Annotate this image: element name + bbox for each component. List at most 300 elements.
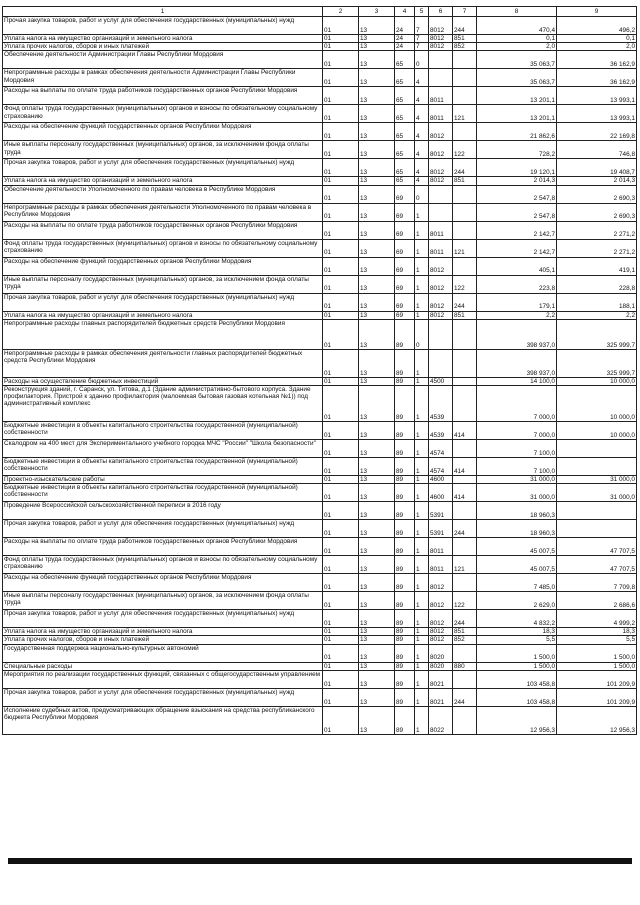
expense-name: Уплата налога на имущество организаций и земельного налога xyxy=(3,628,323,636)
code-target: 8012 xyxy=(429,159,453,177)
amount-year-1: 21 862,6 xyxy=(477,123,557,141)
code-program: 89 xyxy=(395,670,415,688)
amount-year-2: 2 690,3 xyxy=(557,203,637,221)
code-program: 65 xyxy=(395,159,415,177)
amount-year-2: 31 000,0 xyxy=(557,484,637,502)
code-expense-type xyxy=(453,476,477,484)
code-target: 4574 xyxy=(429,458,453,476)
code-program: 89 xyxy=(395,476,415,484)
code-expense-type: 244 xyxy=(453,520,477,538)
code-section: 13 xyxy=(359,610,395,628)
amount-year-2 xyxy=(557,458,637,476)
code-target: 8012 xyxy=(429,636,453,644)
code-section: 13 xyxy=(359,141,395,159)
code-target xyxy=(429,203,453,221)
code-target xyxy=(429,51,453,69)
code-target: 8012 xyxy=(429,177,453,185)
code-ministry: 01 xyxy=(323,592,359,610)
expense-name: Проведение Всероссийской сельскохозяйственной переписи в 2016 году xyxy=(3,502,323,520)
code-expense-type xyxy=(453,670,477,688)
code-target: 8012 xyxy=(429,574,453,592)
table-row xyxy=(3,141,637,159)
code-program: 24 xyxy=(395,35,415,43)
expense-name: Расходы на обеспечение функций государственных органов Республики Мордовия xyxy=(3,574,323,592)
code-ministry: 01 xyxy=(323,141,359,159)
code-program: 65 xyxy=(395,69,415,87)
amount-year-1: 2 142,7 xyxy=(477,239,557,257)
code-target: 8012 xyxy=(429,293,453,311)
amount-year-2: 13 993,1 xyxy=(557,105,637,123)
code-section: 13 xyxy=(359,688,395,706)
table-row xyxy=(3,159,637,177)
amount-year-2: 419,1 xyxy=(557,257,637,275)
amount-year-2: 2 690,3 xyxy=(557,185,637,203)
code-program: 65 xyxy=(395,105,415,123)
code-expense-type: 122 xyxy=(453,141,477,159)
code-program: 89 xyxy=(395,574,415,592)
code-program: 89 xyxy=(395,386,415,422)
code-expense-type xyxy=(453,644,477,662)
code-expense-type: 122 xyxy=(453,592,477,610)
code-ministry: 01 xyxy=(323,69,359,87)
code-target xyxy=(429,349,453,377)
amount-year-1: 13 201,1 xyxy=(477,87,557,105)
code-subprogram: 1 xyxy=(415,628,429,636)
amount-year-1: 7 000,0 xyxy=(477,422,557,440)
amount-year-1: 18,3 xyxy=(477,628,557,636)
code-expense-type: 414 xyxy=(453,422,477,440)
table-row xyxy=(3,293,637,311)
amount-year-2: 496,2 xyxy=(557,17,637,35)
code-target: 5391 xyxy=(429,502,453,520)
code-subprogram: 4 xyxy=(415,177,429,185)
code-subprogram: 0 xyxy=(415,185,429,203)
amount-year-2: 31 000,0 xyxy=(557,476,637,484)
code-ministry: 01 xyxy=(323,422,359,440)
code-expense-type: 244 xyxy=(453,293,477,311)
code-expense-type xyxy=(453,386,477,422)
code-section: 13 xyxy=(359,311,395,319)
code-target: 8021 xyxy=(429,688,453,706)
table-row xyxy=(3,706,637,734)
code-ministry: 01 xyxy=(323,502,359,520)
amount-year-2: 10 000,0 xyxy=(557,386,637,422)
code-target xyxy=(429,319,453,349)
amount-year-2: 101 209,9 xyxy=(557,670,637,688)
amount-year-2: 2 271,2 xyxy=(557,221,637,239)
code-section: 13 xyxy=(359,386,395,422)
code-subprogram: 1 xyxy=(415,706,429,734)
code-subprogram: 1 xyxy=(415,636,429,644)
code-ministry: 01 xyxy=(323,319,359,349)
amount-year-1: 405,1 xyxy=(477,257,557,275)
table-row xyxy=(3,35,637,43)
code-target: 8012 xyxy=(429,17,453,35)
code-section: 13 xyxy=(359,476,395,484)
code-ministry: 01 xyxy=(323,275,359,293)
expense-name: Мероприятия по реализации государственных функций, связанных с общегосударственным управлением xyxy=(3,670,323,688)
table-row xyxy=(3,688,637,706)
code-expense-type xyxy=(453,203,477,221)
code-target: 8022 xyxy=(429,706,453,734)
table-row xyxy=(3,644,637,662)
code-program: 89 xyxy=(395,636,415,644)
expense-name: Прочая закупка товаров, работ и услуг для обеспечения государственных (муниципальных) нужд xyxy=(3,610,323,628)
code-ministry: 01 xyxy=(323,440,359,458)
code-subprogram: 4 xyxy=(415,123,429,141)
code-expense-type: 851 xyxy=(453,35,477,43)
code-target: 8011 xyxy=(429,105,453,123)
table-row xyxy=(3,377,637,385)
code-target: 4574 xyxy=(429,440,453,458)
code-section: 13 xyxy=(359,662,395,670)
amount-year-1: 5,5 xyxy=(477,636,557,644)
code-expense-type: 414 xyxy=(453,458,477,476)
column-number: 4 xyxy=(395,7,415,17)
expense-name: Уплата прочих налогов, сборов и иных платежей xyxy=(3,43,323,51)
amount-year-1: 12 956,3 xyxy=(477,706,557,734)
code-section: 13 xyxy=(359,574,395,592)
code-subprogram: 4 xyxy=(415,159,429,177)
amount-year-1: 7 100,0 xyxy=(477,440,557,458)
expense-name: Государственная поддержка национально-культурных автономий xyxy=(3,644,323,662)
table-row xyxy=(3,105,637,123)
amount-year-2: 7 709,8 xyxy=(557,574,637,592)
amount-year-2: 2 686,6 xyxy=(557,592,637,610)
code-section: 13 xyxy=(359,440,395,458)
code-program: 69 xyxy=(395,311,415,319)
code-expense-type xyxy=(453,706,477,734)
code-subprogram: 1 xyxy=(415,221,429,239)
code-program: 69 xyxy=(395,293,415,311)
expense-name: Бюджетные инвестиции в объекты капитального строительства государственной (муниципальной) собственности xyxy=(3,458,323,476)
table-row xyxy=(3,257,637,275)
code-subprogram: 1 xyxy=(415,520,429,538)
code-program: 89 xyxy=(395,688,415,706)
code-ministry: 01 xyxy=(323,51,359,69)
code-target: 8011 xyxy=(429,556,453,574)
amount-year-1: 45 007,5 xyxy=(477,538,557,556)
table-row xyxy=(3,520,637,538)
amount-year-1: 103 458,8 xyxy=(477,688,557,706)
code-program: 89 xyxy=(395,610,415,628)
code-ministry: 01 xyxy=(323,458,359,476)
code-section: 13 xyxy=(359,636,395,644)
code-section: 13 xyxy=(359,502,395,520)
code-subprogram: 1 xyxy=(415,458,429,476)
amount-year-2: 19 408,7 xyxy=(557,159,637,177)
amount-year-1: 2 629,0 xyxy=(477,592,557,610)
code-section: 13 xyxy=(359,592,395,610)
code-subprogram: 4 xyxy=(415,105,429,123)
code-subprogram: 1 xyxy=(415,377,429,385)
amount-year-1: 728,2 xyxy=(477,141,557,159)
amount-year-2: 36 162,9 xyxy=(557,51,637,69)
code-ministry: 01 xyxy=(323,105,359,123)
code-program: 89 xyxy=(395,628,415,636)
code-expense-type xyxy=(453,319,477,349)
expense-name: Фонд оплаты труда государственных (муниципальных) органов и взносы по обязательному социальному страхованию xyxy=(3,105,323,123)
code-target: 8012 xyxy=(429,628,453,636)
amount-year-2: 5,5 xyxy=(557,636,637,644)
code-section: 13 xyxy=(359,349,395,377)
code-program: 69 xyxy=(395,257,415,275)
code-program: 69 xyxy=(395,185,415,203)
table-row xyxy=(3,203,637,221)
amount-year-2: 36 162,9 xyxy=(557,69,637,87)
expense-name: Исполнение судебных актов, предусматривающих обращение взыскания на средства республиканского бюджета Республики Мордовия xyxy=(3,706,323,734)
column-number: 3 xyxy=(359,7,395,17)
code-program: 89 xyxy=(395,538,415,556)
code-ministry: 01 xyxy=(323,311,359,319)
expense-name: Расходы на выплаты по оплате труда работников государственных органов Республики Мордовия xyxy=(3,87,323,105)
code-section: 13 xyxy=(359,177,395,185)
amount-year-2: 2,0 xyxy=(557,43,637,51)
amount-year-1: 223,8 xyxy=(477,275,557,293)
code-ministry: 01 xyxy=(323,706,359,734)
code-subprogram: 0 xyxy=(415,51,429,69)
table-row xyxy=(3,636,637,644)
code-expense-type xyxy=(453,377,477,385)
code-subprogram: 7 xyxy=(415,17,429,35)
table-row xyxy=(3,458,637,476)
code-section: 13 xyxy=(359,275,395,293)
table-row xyxy=(3,311,637,319)
code-expense-type xyxy=(453,349,477,377)
code-section: 13 xyxy=(359,257,395,275)
amount-year-2: 2 271,2 xyxy=(557,239,637,257)
expense-name: Иные выплаты персоналу государственных (муниципальных) органов, за исключением фонда оплаты труда xyxy=(3,592,323,610)
amount-year-1: 4 832,2 xyxy=(477,610,557,628)
code-section: 13 xyxy=(359,628,395,636)
expense-name: Иные выплаты персоналу государственных (муниципальных) органов, за исключением фонда оплаты труда xyxy=(3,141,323,159)
table-row xyxy=(3,662,637,670)
code-target: 8012 xyxy=(429,123,453,141)
code-ministry: 01 xyxy=(323,538,359,556)
code-section: 13 xyxy=(359,221,395,239)
code-ministry: 01 xyxy=(323,257,359,275)
code-program: 65 xyxy=(395,87,415,105)
code-ministry: 01 xyxy=(323,670,359,688)
amount-year-1: 2 014,3 xyxy=(477,177,557,185)
code-target xyxy=(429,69,453,87)
amount-year-2: 12 956,3 xyxy=(557,706,637,734)
code-subprogram: 1 xyxy=(415,311,429,319)
expense-name: Уплата налога на имущество организаций и земельного налога xyxy=(3,311,323,319)
table-row xyxy=(3,239,637,257)
amount-year-2: 0,1 xyxy=(557,35,637,43)
table-row xyxy=(3,556,637,574)
table-row xyxy=(3,177,637,185)
amount-year-2: 18,3 xyxy=(557,628,637,636)
amount-year-1: 7 000,0 xyxy=(477,386,557,422)
code-target: 4539 xyxy=(429,422,453,440)
amount-year-1: 35 063,7 xyxy=(477,51,557,69)
code-target: 8012 xyxy=(429,35,453,43)
code-subprogram: 7 xyxy=(415,43,429,51)
expense-name: Реконструкция зданий, г. Саранск, ул. Титова, д.1 (Здание административно-бытового корпуса. Здание профилактория. Пристрой к зданию профилактория (малоемкая бытовая газовая котельная №1)) под административный комплекс xyxy=(3,386,323,422)
amount-year-1: 19 120,1 xyxy=(477,159,557,177)
table-row xyxy=(3,502,637,520)
code-ministry: 01 xyxy=(323,688,359,706)
table-row xyxy=(3,185,637,203)
amount-year-1: 31 000,0 xyxy=(477,484,557,502)
code-ministry: 01 xyxy=(323,203,359,221)
expense-name: Прочая закупка товаров, работ и услуг для обеспечения государственных (муниципальных) нужд xyxy=(3,520,323,538)
code-subprogram: 7 xyxy=(415,35,429,43)
code-subprogram: 1 xyxy=(415,502,429,520)
amount-year-1: 35 063,7 xyxy=(477,69,557,87)
code-expense-type xyxy=(453,574,477,592)
expense-name: Бюджетные инвестиции в объекты капитального строительства государственной (муниципальной) собственности xyxy=(3,484,323,502)
code-section: 13 xyxy=(359,69,395,87)
code-section: 13 xyxy=(359,43,395,51)
table-row xyxy=(3,386,637,422)
code-subprogram: 4 xyxy=(415,141,429,159)
code-program: 65 xyxy=(395,141,415,159)
code-program: 69 xyxy=(395,275,415,293)
code-expense-type xyxy=(453,502,477,520)
amount-year-1: 398 937,0 xyxy=(477,349,557,377)
code-program: 69 xyxy=(395,221,415,239)
code-ministry: 01 xyxy=(323,159,359,177)
code-ministry: 01 xyxy=(323,484,359,502)
code-program: 89 xyxy=(395,502,415,520)
code-expense-type xyxy=(453,440,477,458)
code-subprogram: 1 xyxy=(415,476,429,484)
code-subprogram: 1 xyxy=(415,538,429,556)
code-subprogram: 1 xyxy=(415,349,429,377)
code-ministry: 01 xyxy=(323,574,359,592)
code-ministry: 01 xyxy=(323,628,359,636)
table-row xyxy=(3,87,637,105)
code-program: 69 xyxy=(395,203,415,221)
amount-year-2 xyxy=(557,520,637,538)
amount-year-1: 14 100,0 xyxy=(477,377,557,385)
code-ministry: 01 xyxy=(323,610,359,628)
code-target: 5391 xyxy=(429,520,453,538)
code-subprogram: 1 xyxy=(415,610,429,628)
table-row xyxy=(3,440,637,458)
column-number-row xyxy=(3,7,637,17)
code-ministry: 01 xyxy=(323,17,359,35)
budget-sheet xyxy=(2,6,636,735)
amount-year-2: 13 993,1 xyxy=(557,87,637,105)
code-ministry: 01 xyxy=(323,377,359,385)
amount-year-1: 2 547,8 xyxy=(477,185,557,203)
expense-name: Расходы на обеспечение функций государственных органов Республики Мордовия xyxy=(3,123,323,141)
code-section: 13 xyxy=(359,185,395,203)
code-subprogram: 1 xyxy=(415,644,429,662)
code-program: 89 xyxy=(395,662,415,670)
code-ministry: 01 xyxy=(323,221,359,239)
code-target: 8021 xyxy=(429,670,453,688)
code-program: 89 xyxy=(395,706,415,734)
code-ministry: 01 xyxy=(323,662,359,670)
code-expense-type: 244 xyxy=(453,159,477,177)
code-expense-type: 121 xyxy=(453,239,477,257)
expense-name: Прочая закупка товаров, работ и услуг для обеспечения государственных (муниципальных) нужд xyxy=(3,159,323,177)
expense-name: Непрограммные расходы главных распорядителей бюджетных средств Республики Мордовия xyxy=(3,319,323,349)
code-ministry: 01 xyxy=(323,293,359,311)
code-subprogram: 1 xyxy=(415,688,429,706)
code-section: 13 xyxy=(359,556,395,574)
code-section: 13 xyxy=(359,293,395,311)
table-row xyxy=(3,275,637,293)
amount-year-2: 188,1 xyxy=(557,293,637,311)
table-row xyxy=(3,17,637,35)
column-number: 8 xyxy=(477,7,557,17)
expense-name: Непрограммные расходы в рамках обеспечения деятельности главных распорядителей бюджетных средств Республики Мордовия xyxy=(3,349,323,377)
table-row xyxy=(3,51,637,69)
table-row xyxy=(3,592,637,610)
code-ministry: 01 xyxy=(323,636,359,644)
code-expense-type: 851 xyxy=(453,177,477,185)
code-target: 8020 xyxy=(429,662,453,670)
expense-name: Расходы на выплаты по оплате труда работников государственных органов Республики Мордовия xyxy=(3,221,323,239)
code-subprogram: 1 xyxy=(415,203,429,221)
code-target: 4600 xyxy=(429,484,453,502)
expense-name: Расходы на обеспечение функций государственных органов Республики Мордовия xyxy=(3,257,323,275)
code-expense-type: 244 xyxy=(453,610,477,628)
code-section: 13 xyxy=(359,17,395,35)
amount-year-1: 7 100,0 xyxy=(477,458,557,476)
amount-year-1: 398 937,0 xyxy=(477,319,557,349)
amount-year-1: 18 960,3 xyxy=(477,502,557,520)
code-expense-type: 851 xyxy=(453,628,477,636)
amount-year-1: 1 500,0 xyxy=(477,662,557,670)
code-section: 13 xyxy=(359,239,395,257)
code-expense-type xyxy=(453,185,477,203)
code-subprogram: 1 xyxy=(415,257,429,275)
code-expense-type: 852 xyxy=(453,636,477,644)
code-target: 8011 xyxy=(429,538,453,556)
code-section: 13 xyxy=(359,458,395,476)
expense-name: Расходы на осуществление бюджетных инвестиций xyxy=(3,377,323,385)
expense-name: Прочая закупка товаров, работ и услуг для обеспечения государственных (муниципальных) нужд xyxy=(3,17,323,35)
expense-name: Уплата прочих налогов, сборов и иных платежей xyxy=(3,636,323,644)
amount-year-1: 2 142,7 xyxy=(477,221,557,239)
code-expense-type xyxy=(453,257,477,275)
amount-year-1: 7 485,0 xyxy=(477,574,557,592)
code-target: 8012 xyxy=(429,257,453,275)
amount-year-2: 2,2 xyxy=(557,311,637,319)
code-expense-type: 852 xyxy=(453,43,477,51)
code-subprogram: 1 xyxy=(415,556,429,574)
column-number: 2 xyxy=(323,7,359,17)
amount-year-2: 4 999,2 xyxy=(557,610,637,628)
amount-year-2: 325 999,7 xyxy=(557,349,637,377)
code-ministry: 01 xyxy=(323,520,359,538)
expense-name: Обеспечение деятельности Администрации Главы Республики Мордовия xyxy=(3,51,323,69)
code-program: 89 xyxy=(395,520,415,538)
code-ministry: 01 xyxy=(323,123,359,141)
code-program: 89 xyxy=(395,592,415,610)
amount-year-2: 1 500,0 xyxy=(557,662,637,670)
code-program: 89 xyxy=(395,377,415,385)
code-expense-type xyxy=(453,221,477,239)
code-section: 13 xyxy=(359,159,395,177)
table-row xyxy=(3,476,637,484)
code-program: 89 xyxy=(395,422,415,440)
code-subprogram: 1 xyxy=(415,293,429,311)
expense-name: Уплата налога на имущество организаций и земельного налога xyxy=(3,177,323,185)
code-expense-type xyxy=(453,51,477,69)
table-row xyxy=(3,574,637,592)
table-body xyxy=(3,7,637,735)
code-ministry: 01 xyxy=(323,556,359,574)
amount-year-1: 13 201,1 xyxy=(477,105,557,123)
